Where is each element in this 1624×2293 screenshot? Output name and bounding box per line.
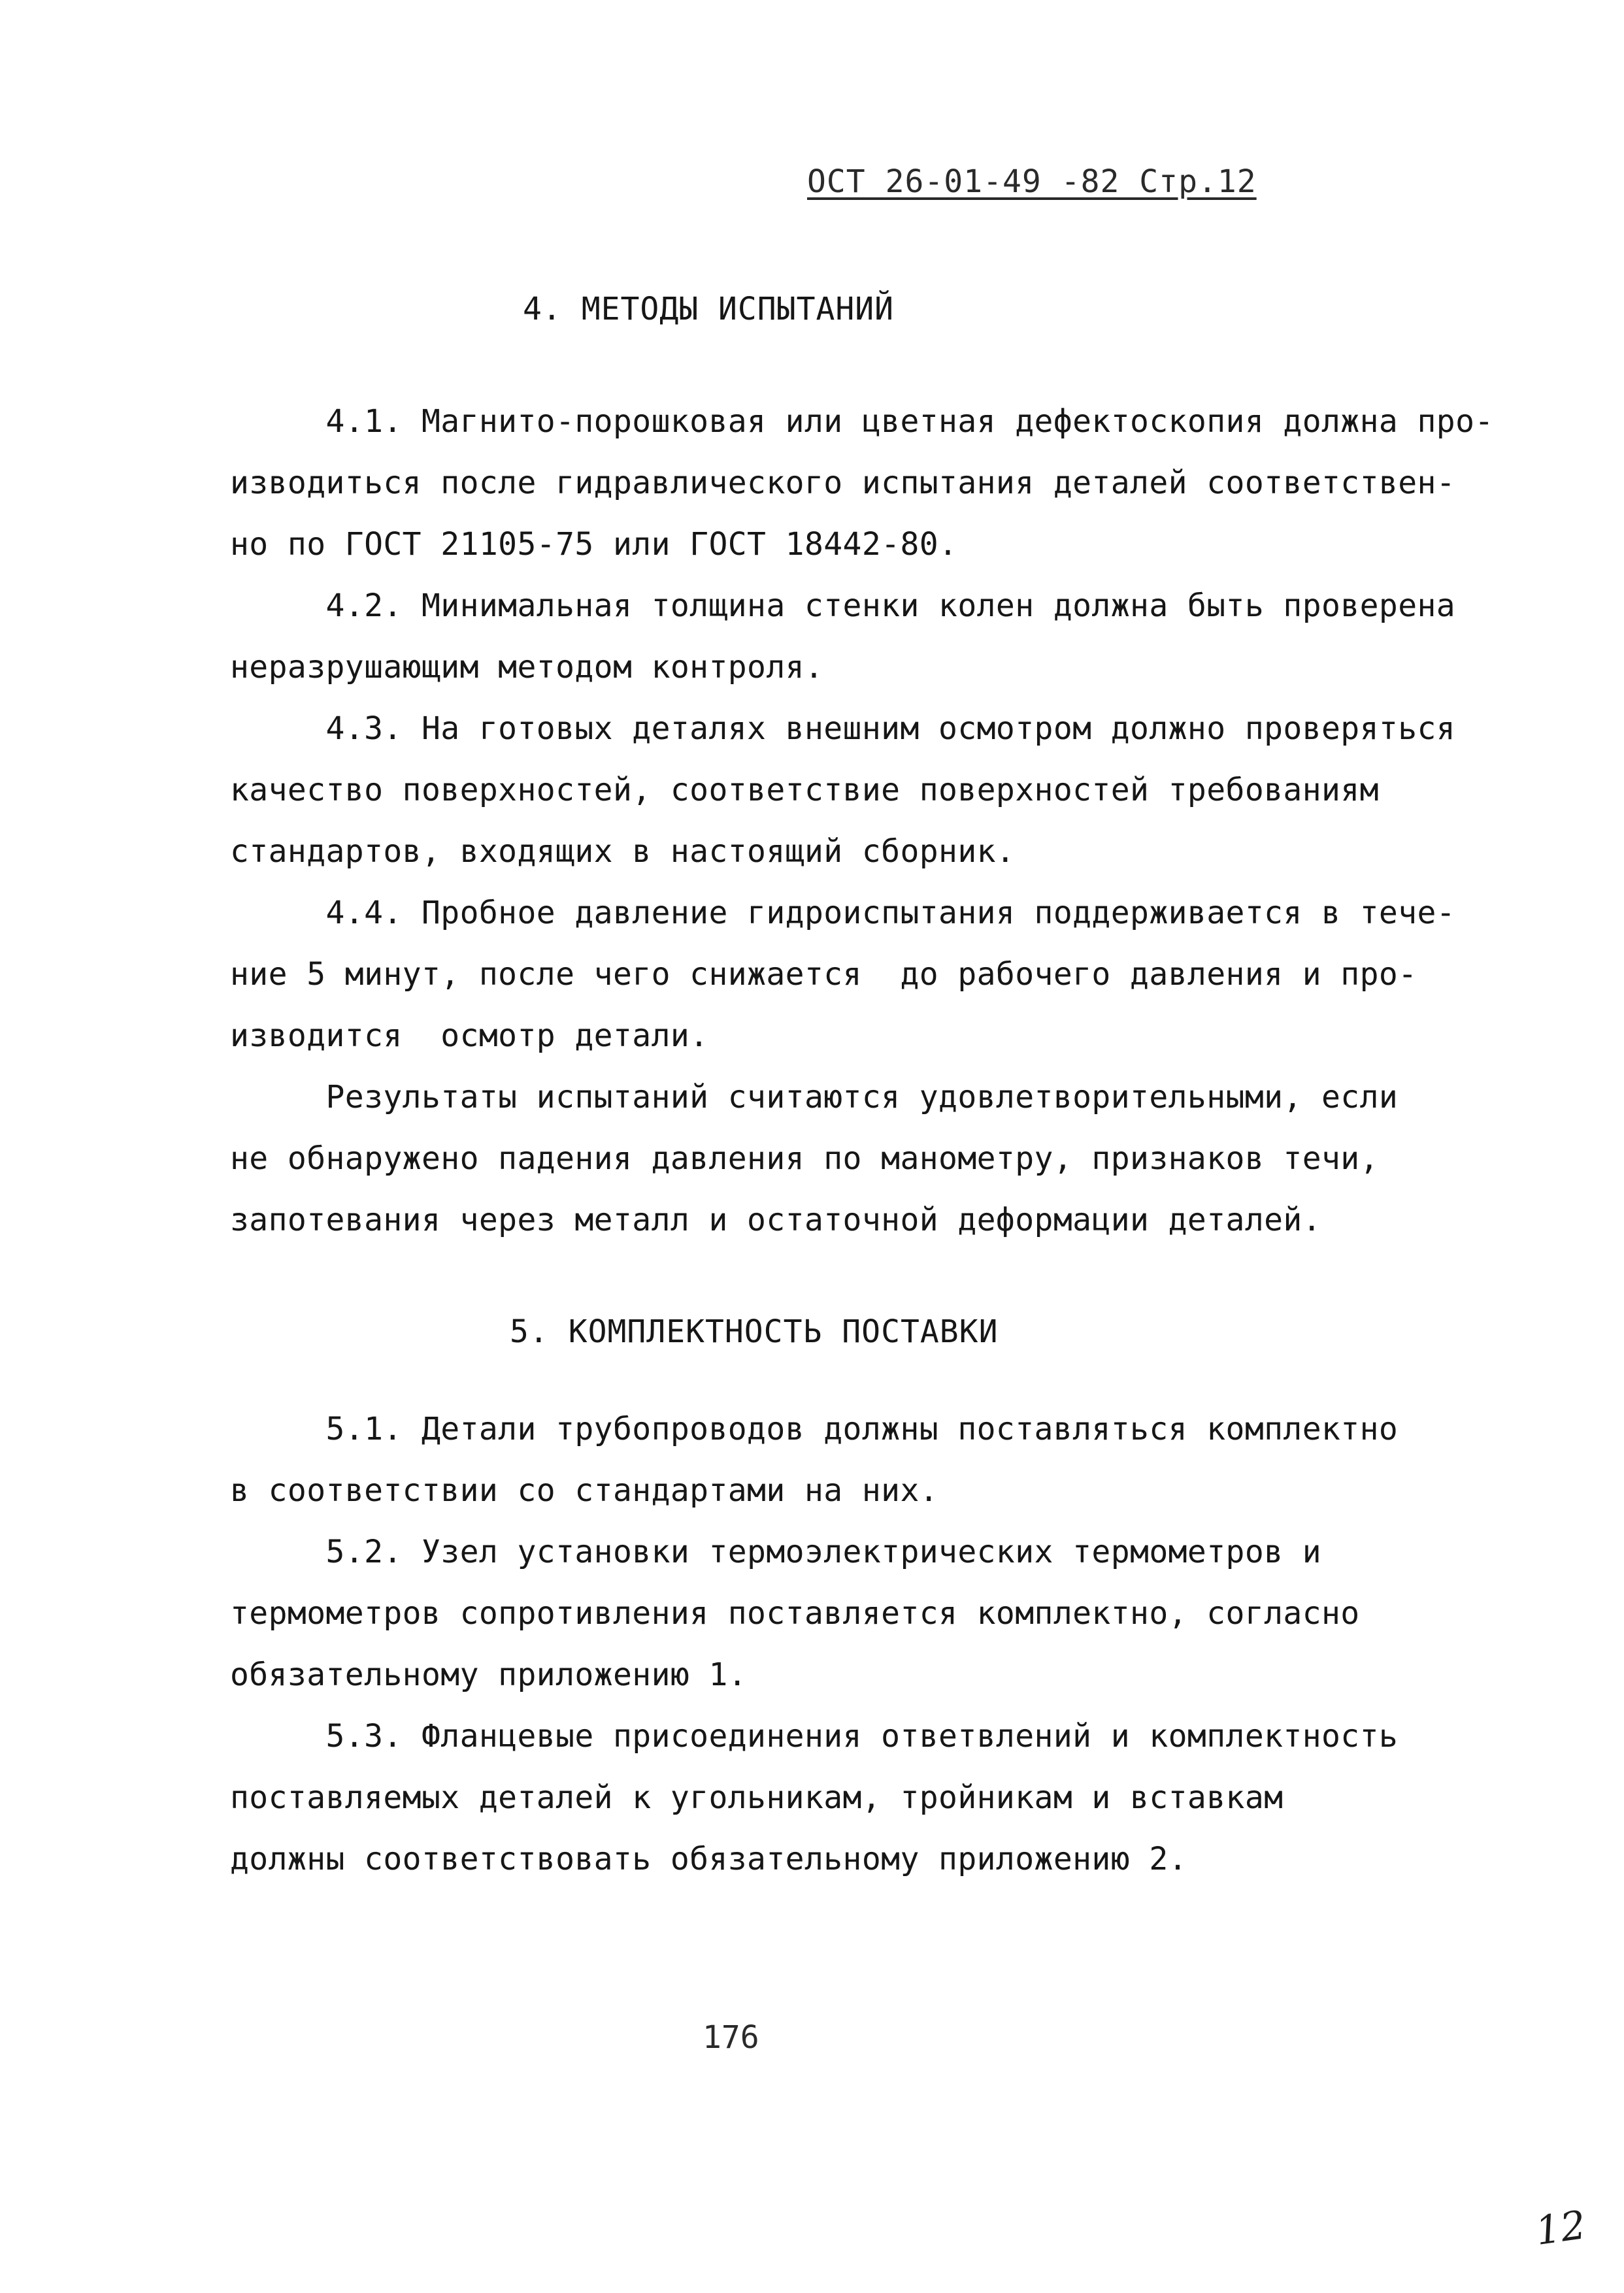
page-number: 176 <box>703 2019 759 2056</box>
paragraph-5-2: 5.2. Узел установки термоэлектрических термометров и термометров сопротивления поставляется комплектно, согласно обязательному приложению 1. <box>230 1534 1360 1693</box>
section-5-title: 5. КОМПЛЕКТНОСТЬ ПОСТАВКИ <box>510 1313 999 1350</box>
section-4-title: 4. МЕТОДЫ ИСПЫТАНИЙ <box>523 291 895 327</box>
paragraph-4-4: 4.4. Пробное давление гидроиспытания поддерживается в тече- ние 5 минут, после чего снижается до рабочего давления и про- изводится осмотр детали. <box>230 895 1456 1054</box>
paragraph-4-1: 4.1. Магнито-порошковая или цветная дефектоскопия должна про- изводиться после гидравлического испытания деталей соответствен- но по ГОСТ 21105-75 или ГОСТ 18442-80. <box>230 403 1494 563</box>
paragraph-4-3: 4.3. На готовых деталях внешним осмотром должно проверяться качество поверхностей, соответствие поверхностей требованиям стандартов, входящих в настоящий сборник. <box>230 710 1456 870</box>
paragraph-test-results: Результаты испытаний считаются удовлетворительными, если не обнаружено падения давления по манометру, признаков течи, запотевания через металл и остаточной деформации деталей. <box>230 1079 1399 1238</box>
standard-reference-header: ОСТ 26-01-49 -82 Стр.12 <box>807 163 1257 200</box>
paragraph-5-3: 5.3. Фланцевые присоединения ответвлений и комплектность поставляемых деталей к угольникам, тройникам и вставкам должны соответствовать обязательному приложению 2. <box>230 1718 1399 1877</box>
paragraph-4-2: 4.2. Минимальная толщина стенки колен должна быть проверена неразрушающим методом контроля. <box>230 587 1456 685</box>
paragraph-5-1: 5.1. Детали трубопроводов должны поставляться комплектно в соответствии со стандартами на них. <box>230 1411 1399 1509</box>
handwritten-page-number: 12 <box>1533 2202 1589 2254</box>
